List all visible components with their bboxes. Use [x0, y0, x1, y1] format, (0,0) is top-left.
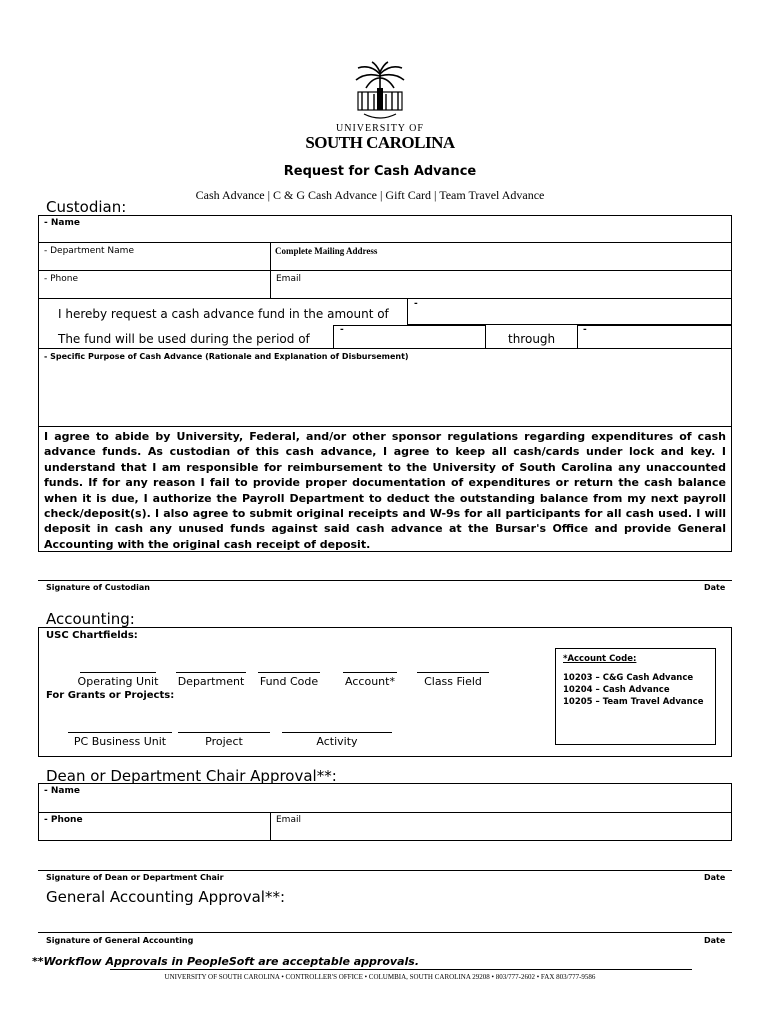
fund-code-label: Fund Code — [259, 675, 319, 688]
project-line[interactable] — [178, 732, 270, 733]
chartfields-label: USC Chartfields: — [46, 630, 138, 641]
dean-phone-field[interactable] — [40, 826, 268, 839]
department-line[interactable] — [176, 672, 246, 673]
mailing-address-label: Complete Mailing Address — [275, 246, 378, 256]
fund-code-line[interactable] — [258, 672, 320, 673]
activity-label: Activity — [316, 735, 358, 748]
custodian-signature-label: Signature of Custodian — [46, 583, 150, 592]
dean-name-field[interactable] — [100, 784, 730, 811]
period-start-input[interactable] — [333, 325, 486, 349]
operating-unit-line[interactable] — [80, 672, 156, 673]
custodian-agreement: I agree to abide by University, Federal, and/or other sponsor regulations regarding expenditures of cash advance funds. As custodian of this cash advance, I agree to keep all cash/cards under lock and key. I understand that I am responsible for reimbursement to the University of South Carolina any unaccounted funds. If for any reason I fail to provide proper documentation of expenditures or return the cash balance when it is due, I authorize the Payroll Department to deduct the outstanding balance from my next payroll check/deposit(s). I also agree to submit original receipts and W-9s for all participants for all cash used. I will deposit in cash any unused funds against said cash advance at the Bursar's Office and provide General Accounting with the original cash receipt of deposit. — [44, 430, 726, 551]
operating-unit-label: Operating Unit — [77, 675, 159, 688]
dean-name-label: - Name — [44, 786, 80, 796]
department-label: Department — [177, 675, 245, 688]
dean-signature-field[interactable] — [38, 850, 732, 870]
dean-approval-heading: Dean or Department Chair Approval**: — [46, 767, 337, 785]
palmetto-logo-icon — [350, 60, 410, 122]
custodian-name-field[interactable] — [100, 216, 730, 241]
dean-email-field[interactable] — [272, 826, 730, 839]
logo-line-2: SOUTH CAROLINA — [305, 133, 455, 152]
custodian-email-label: Email — [276, 274, 301, 284]
dean-signature-label: Signature of Dean or Department Chair — [46, 873, 224, 882]
general-accounting-date-label: Date — [704, 936, 726, 945]
custodian-phone-field[interactable] — [40, 285, 268, 297]
custodian-heading: Custodian: — [46, 198, 127, 216]
class-field-label: Class Field — [424, 675, 482, 688]
account-code-item: 10203 – C&G Cash Advance — [563, 673, 694, 683]
accounting-heading: Accounting: — [46, 610, 135, 628]
general-accounting-signature-label: Signature of General Accounting — [46, 936, 194, 945]
through-text: through — [508, 332, 556, 346]
account-label: Account* — [345, 675, 395, 688]
page-title: Request for Cash Advance — [283, 164, 477, 179]
general-accounting-heading: General Accounting Approval**: — [46, 888, 286, 906]
footer-address: UNIVERSITY OF SOUTH CAROLINA • CONTROLLER'S OFFICE • COLUMBIA, SOUTH CAROLINA 29208 • 803/777-2602 • FAX 803/777-9586 — [164, 973, 596, 981]
department-name-field[interactable] — [40, 258, 268, 269]
class-field-line[interactable] — [417, 672, 489, 673]
mailing-address-field[interactable] — [272, 258, 730, 269]
department-name-label: - Department Name — [44, 246, 134, 256]
account-code-item: 10205 – Team Travel Advance — [563, 697, 704, 707]
amount-request-text: I hereby request a cash advance fund in the amount of — [58, 307, 389, 321]
amount-input[interactable] — [407, 298, 732, 325]
purpose-label: - Specific Purpose of Cash Advance (Rationale and Explanation of Disbursement) — [44, 352, 409, 361]
logo-line-1: UNIVERSITY OF — [336, 123, 424, 134]
project-label: Project — [205, 735, 243, 748]
custodian-name-label: - Name — [44, 218, 80, 228]
dean-date-label: Date — [704, 873, 726, 882]
pc-business-unit-line[interactable] — [68, 732, 172, 733]
pc-business-unit-label: PC Business Unit — [73, 735, 167, 748]
account-line[interactable] — [343, 672, 397, 673]
grants-projects-label: For Grants or Projects: — [46, 690, 175, 701]
custodian-date-label: Date — [704, 583, 726, 592]
dean-phone-label: - Phone — [44, 815, 83, 825]
dean-email-label: Email — [276, 815, 301, 825]
account-code-item: 10204 – Cash Advance — [563, 685, 670, 695]
advance-types: Cash Advance | C & G Cash Advance | Gift Card | Team Travel Advance — [195, 188, 545, 202]
activity-line[interactable] — [282, 732, 392, 733]
custodian-signature-field[interactable] — [38, 560, 732, 580]
custodian-phone-label: - Phone — [44, 274, 78, 284]
custodian-email-field[interactable] — [272, 285, 730, 297]
account-code-title: *Account Code: — [563, 654, 637, 664]
period-text: The fund will be used during the period of — [58, 332, 310, 346]
purpose-field[interactable] — [40, 364, 730, 425]
period-end-input[interactable] — [577, 325, 732, 349]
workflow-note: **Workflow Approvals in PeopleSoft are acceptable approvals. — [32, 955, 419, 968]
general-accounting-signature-field[interactable] — [38, 912, 732, 932]
